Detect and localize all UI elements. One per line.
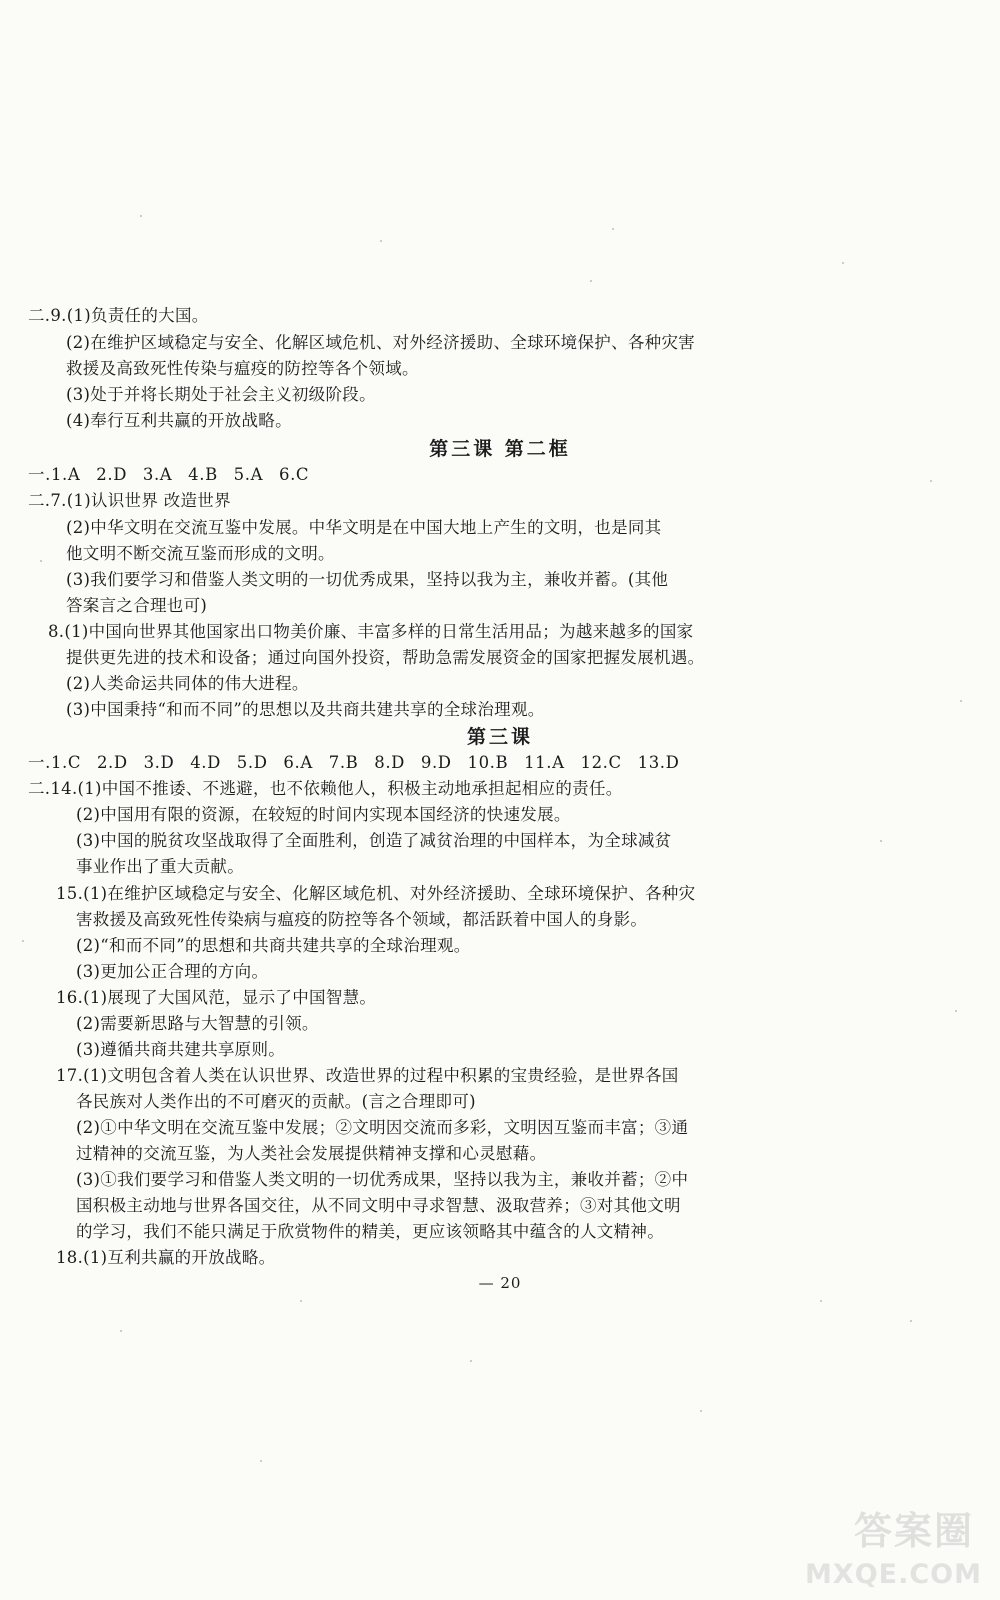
scan-speck [40, 560, 42, 562]
answer-line: (3)处于并将长期处于社会主义初级阶段。 [66, 385, 376, 404]
answer-line: 害救援及高致死性传染病与瘟疫的防控等各个领域，都活跃着中国人的身影。 [76, 910, 648, 929]
answer-line: 他文明不断交流互鉴而形成的文明。 [66, 544, 335, 563]
answer-line: 15.(1)在维护区域稳定与安全、化解区域危机、对外经济援助、全球环境保护、各种灾 [56, 884, 696, 903]
scan-speck [22, 940, 24, 942]
answer-line: (2)需要新思路与大智慧的引领。 [76, 1014, 319, 1033]
scan-speck [880, 840, 882, 842]
scan-speck [380, 240, 382, 242]
scan-speck [910, 1320, 912, 1322]
answer-line: 救援及高致死性传染与瘟疫的防控等各个领域。 [66, 359, 419, 378]
answer-line: 过精神的交流互鉴，为人类社会发展提供精神支撑和心灵慰藉。 [76, 1144, 547, 1163]
scan-speck [820, 1300, 822, 1302]
answer-line: 8.(1)中国向世界其他国家出口物美价廉、丰富多样的日常生活用品；为越来越多的国家 [48, 622, 694, 641]
answer-line: (3)我们要学习和借鉴人类文明的一切优秀成果，坚持以我为主，兼收并蓄。(其他 [66, 570, 669, 589]
answer-line: 二.14.(1)中国不推诿、不逃避，也不依赖他人，积极主动地承担起相应的责任。 [28, 779, 623, 798]
scan-speck [260, 1460, 262, 1462]
answer-line: 的学习，我们不能只满足于欣赏物件的精美，更应该领略其中蕴含的人文精神。 [76, 1222, 664, 1241]
watermark-url: MXQE.COM [805, 1559, 982, 1590]
answer-line: (3)中国的脱贫攻坚战取得了全面胜利，创造了减贫治理的中国样本，为全球减贫 [76, 831, 672, 850]
answer-line: (3)中国秉持“和而不同”的思想以及共商共建共享的全球治理观。 [66, 700, 545, 719]
section-heading: 第三课 第二框 [429, 438, 571, 460]
scan-speck [700, 1410, 702, 1412]
watermark-logo: 答案圈 [853, 1509, 974, 1553]
answer-line: 二.7.(1)认识世界 改造世界 [28, 491, 231, 510]
scan-speck [842, 262, 844, 264]
scan-speck [120, 1330, 122, 1332]
answer-line: 各民族对人类作出的不可磨灭的贡献。(言之合理即可) [76, 1092, 476, 1111]
scan-speck [930, 480, 932, 482]
scan-speck [590, 280, 592, 282]
answer-line: (2)在维护区域稳定与安全、化解区域危机、对外经济援助、全球环境保护、各种灾害 [66, 333, 696, 352]
answer-line: (3)遵循共商共建共享原则。 [76, 1040, 286, 1059]
page-number: — 20 [478, 1274, 522, 1292]
answer-line: 17.(1)文明包含着人类在认识世界、改造世界的过程中积累的宝贵经验，是世界各国 [56, 1066, 679, 1085]
answer-line: (2)中华文明在交流互鉴中发展。中华文明是在中国大地上产生的文明，也是同其 [66, 518, 662, 537]
answer-line: (4)奉行互利共赢的开放战略。 [66, 411, 292, 430]
answer-line: (3)更加公正合理的方向。 [76, 962, 269, 981]
answer-line: 一.1.C 2.D 3.D 4.D 5.D 6.A 7.B 8.D 9.D 10.B 11.A 12.C 13.D [28, 753, 680, 772]
answer-line: 国积极主动地与世界各国交往，从不同文明中寻求智慧、汲取营养；③对其他文明 [76, 1196, 681, 1215]
scan-speck [470, 1360, 472, 1362]
answer-line: (2)“和而不同”的思想和共商共建共享的全球治理观。 [76, 936, 471, 955]
answer-line: (3)①我们要学习和借鉴人类文明的一切优秀成果，坚持以我为主，兼收并蓄；②中 [76, 1170, 689, 1189]
scan-speck [140, 215, 142, 217]
answer-line: 16.(1)展现了大国风范，显示了中国智慧。 [56, 988, 377, 1007]
scan-speck [960, 700, 962, 702]
answer-line: 一.1.A 2.D 3.A 4.B 5.A 6.C [28, 465, 310, 484]
scan-speck [612, 228, 614, 230]
section-heading: 第三课 [466, 726, 533, 748]
watermark [807, 1500, 982, 1590]
answer-line: 18.(1)互利共赢的开放战略。 [56, 1248, 276, 1267]
scan-speck [955, 1010, 957, 1012]
answer-line: 事业作出了重大贡献。 [76, 857, 244, 876]
answer-line: (2)①中华文明在交流互鉴中发展；②文明因交流而多彩，文明因互鉴而丰富；③通 [76, 1118, 689, 1137]
answer-line: 答案言之合理也可) [66, 596, 208, 615]
answer-line: (2)人类命运共同体的伟大进程。 [66, 674, 309, 693]
scan-speck [300, 1300, 302, 1302]
answer-line: (2)中国用有限的资源，在较短的时间内实现本国经济的快速发展。 [76, 805, 571, 824]
answer-line: 二.9.(1)负责任的大国。 [28, 306, 209, 325]
answer-line: 提供更先进的技术和设备；通过向国外投资，帮助急需发展资金的国家把握发展机遇。 [66, 648, 705, 667]
